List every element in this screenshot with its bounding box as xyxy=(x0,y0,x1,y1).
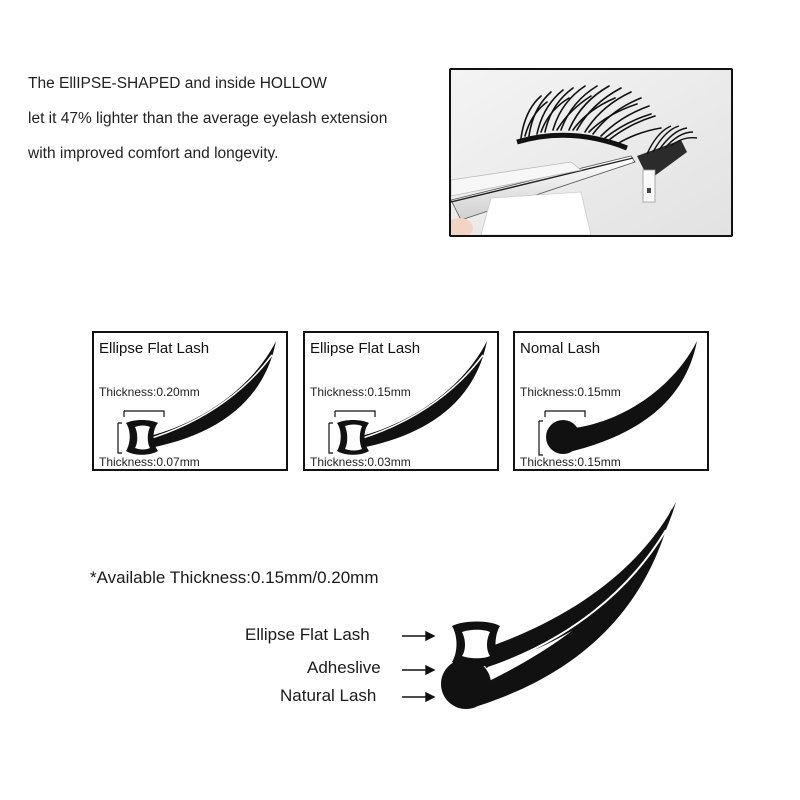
card-top-thickness: Thickness:0.15mm xyxy=(310,385,411,399)
card-top-thickness: Thickness:0.15mm xyxy=(520,385,621,399)
label-ellipse-flat-lash: Ellipse Flat Lash xyxy=(245,625,370,644)
natural-lash-circle xyxy=(441,659,491,709)
card-bottom-thickness: Thickness:0.15mm xyxy=(520,455,621,469)
intro-line-2: let it 47% lighter than the average eyelash extension xyxy=(28,110,388,127)
label-natural-lash: Natural Lash xyxy=(280,686,377,705)
card-bottom-thickness: Thickness:0.07mm xyxy=(99,455,200,469)
natural-lash-shape xyxy=(470,508,672,706)
card-bottom-thickness: Thickness:0.03mm xyxy=(310,455,411,469)
intro-line-3: with improved comfort and longevity. xyxy=(28,145,279,162)
card-title: Nomal Lash xyxy=(520,340,601,357)
card-top-thickness: Thickness:0.20mm xyxy=(99,385,200,399)
label-adhesive: Adheslive xyxy=(307,658,381,677)
card-title: Ellipse Flat Lash xyxy=(99,340,210,357)
card-title: Ellipse Flat Lash xyxy=(310,340,421,357)
intro-line-1: The EllIPSE-SHAPED and inside HOLLOW xyxy=(28,75,327,92)
available-thickness-note: *Available Thickness:0.15mm/0.20mm xyxy=(90,568,379,587)
